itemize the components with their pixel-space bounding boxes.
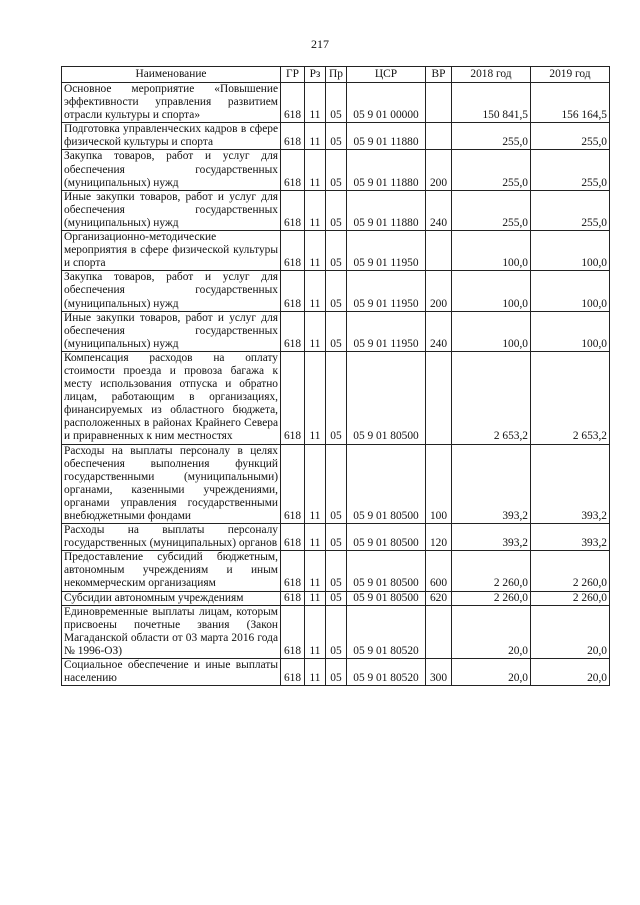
row-name: Закупка товаров, работ и услуг для обеспечения государственных (муниципальных) нужд	[62, 271, 281, 311]
row-amount-2018: 100,0	[452, 231, 531, 271]
row-gr: 618	[281, 524, 305, 551]
row-vr: 600	[426, 551, 452, 591]
table-row	[62, 231, 610, 271]
row-csr: 05 9 01 80520	[347, 605, 426, 658]
table-row	[62, 150, 610, 190]
row-amount-2018: 20,0	[452, 659, 531, 686]
row-pr: 05	[326, 123, 347, 150]
table-row	[62, 271, 610, 311]
row-vr: 120	[426, 524, 452, 551]
row-amount-2018: 2 260,0	[452, 591, 531, 605]
page-number: 217	[311, 37, 329, 51]
row-pr: 05	[326, 659, 347, 686]
row-gr: 618	[281, 605, 305, 658]
row-amount-2019: 2 260,0	[531, 551, 610, 591]
table-body	[62, 83, 610, 686]
row-gr: 618	[281, 271, 305, 311]
header-vr: ВР	[426, 67, 452, 83]
row-name: Компенсация расходов на оплату стоимости проезда и провоза багажа к месту использования отпуска и обратно лицам, работающим в организациях, финансируемых из областного бюджета, расположенных в районах Крайнего Севера и приравненных к ним местностях	[62, 351, 281, 444]
header-2018: 2018 год	[452, 67, 531, 83]
table-header-row	[62, 67, 610, 83]
header-gr: ГР	[281, 67, 305, 83]
header-csr: ЦСР	[347, 67, 426, 83]
row-vr: 620	[426, 591, 452, 605]
row-amount-2019: 100,0	[531, 271, 610, 311]
row-amount-2019: 393,2	[531, 524, 610, 551]
row-csr: 05 9 01 11880	[347, 190, 426, 230]
row-name: Предоставление субсидий бюджетным, автономным учреждениям и иным некоммерческим организациям	[62, 551, 281, 591]
row-gr: 618	[281, 444, 305, 524]
row-name: Субсидии автономным учреждениям	[62, 591, 281, 605]
row-csr: 05 9 01 80520	[347, 659, 426, 686]
table-row	[62, 524, 610, 551]
row-gr: 618	[281, 231, 305, 271]
row-pr: 05	[326, 524, 347, 551]
row-name: Иные закупки товаров, работ и услуг для обеспечения государственных (муниципальных) нужд	[62, 311, 281, 351]
row-csr: 05 9 01 80500	[347, 444, 426, 524]
row-name: Основное мероприятие «Повышение эффективности управления развитием отрасли культуры и спорта»	[62, 83, 281, 123]
table-row	[62, 311, 610, 351]
row-name: Единовременные выплаты лицам, которым присвоены почетные звания (Закон Магаданской области от 03 марта 2016 года № 1996-ОЗ)	[62, 605, 281, 658]
row-pr: 05	[326, 311, 347, 351]
row-pr: 05	[326, 605, 347, 658]
row-vr: 240	[426, 311, 452, 351]
table-row	[62, 444, 610, 524]
row-vr	[426, 83, 452, 123]
row-amount-2018: 2 260,0	[452, 551, 531, 591]
header-name: Наименование	[62, 67, 281, 83]
table-row	[62, 605, 610, 658]
row-amount-2018: 20,0	[452, 605, 531, 658]
row-name: Расходы на выплаты персоналу государственных (муниципальных) органов	[62, 524, 281, 551]
row-rz: 11	[305, 190, 326, 230]
row-amount-2018: 393,2	[452, 524, 531, 551]
row-amount-2019: 255,0	[531, 150, 610, 190]
table-row	[62, 659, 610, 686]
row-amount-2018: 255,0	[452, 123, 531, 150]
row-vr	[426, 351, 452, 444]
row-amount-2019: 100,0	[531, 231, 610, 271]
row-pr: 05	[326, 271, 347, 311]
row-pr: 05	[326, 83, 347, 123]
row-rz: 11	[305, 83, 326, 123]
row-pr: 05	[326, 591, 347, 605]
row-csr: 05 9 01 00000	[347, 83, 426, 123]
row-gr: 618	[281, 659, 305, 686]
row-amount-2019: 20,0	[531, 605, 610, 658]
row-name: Закупка товаров, работ и услуг для обеспечения государственных (муниципальных) нужд	[62, 150, 281, 190]
row-csr: 05 9 01 80500	[347, 551, 426, 591]
row-name: Социальное обеспечение и иные выплаты населению	[62, 659, 281, 686]
row-amount-2019: 2 260,0	[531, 591, 610, 605]
row-amount-2018: 2 653,2	[452, 351, 531, 444]
row-vr: 200	[426, 271, 452, 311]
row-amount-2018: 255,0	[452, 190, 531, 230]
row-name: Подготовка управленческих кадров в сфере физической культуры и спорта	[62, 123, 281, 150]
row-rz: 11	[305, 311, 326, 351]
table-row	[62, 123, 610, 150]
row-name: Расходы на выплаты персоналу в целях обеспечения выполнения функций государственными (муниципальными) органами, казенными учреждениями, органами управления государственными внебюджетными фондами	[62, 444, 281, 524]
row-amount-2019: 255,0	[531, 190, 610, 230]
row-amount-2019: 100,0	[531, 311, 610, 351]
row-rz: 11	[305, 271, 326, 311]
row-rz: 11	[305, 551, 326, 591]
row-amount-2019: 20,0	[531, 659, 610, 686]
row-csr: 05 9 01 11950	[347, 231, 426, 271]
row-amount-2018: 100,0	[452, 311, 531, 351]
row-rz: 11	[305, 231, 326, 271]
row-amount-2018: 150 841,5	[452, 83, 531, 123]
row-gr: 618	[281, 351, 305, 444]
budget-table	[61, 66, 610, 686]
row-vr	[426, 231, 452, 271]
row-csr: 05 9 01 80500	[347, 351, 426, 444]
row-pr: 05	[326, 150, 347, 190]
row-amount-2019: 2 653,2	[531, 351, 610, 444]
row-gr: 618	[281, 150, 305, 190]
header-pr: Пр	[326, 67, 347, 83]
row-amount-2018: 393,2	[452, 444, 531, 524]
row-pr: 05	[326, 190, 347, 230]
row-vr	[426, 605, 452, 658]
row-csr: 05 9 01 11880	[347, 123, 426, 150]
row-gr: 618	[281, 591, 305, 605]
row-csr: 05 9 01 11880	[347, 150, 426, 190]
header-2019: 2019 год	[531, 67, 610, 83]
row-amount-2019: 393,2	[531, 444, 610, 524]
row-gr: 618	[281, 311, 305, 351]
header-rz: Рз	[305, 67, 326, 83]
row-rz: 11	[305, 123, 326, 150]
table-row	[62, 190, 610, 230]
row-gr: 618	[281, 83, 305, 123]
row-amount-2018: 100,0	[452, 271, 531, 311]
row-gr: 618	[281, 123, 305, 150]
row-csr: 05 9 01 80500	[347, 591, 426, 605]
row-rz: 11	[305, 150, 326, 190]
row-amount-2018: 255,0	[452, 150, 531, 190]
row-vr: 240	[426, 190, 452, 230]
row-vr: 100	[426, 444, 452, 524]
row-pr: 05	[326, 444, 347, 524]
row-rz: 11	[305, 444, 326, 524]
table-row	[62, 351, 610, 444]
row-rz: 11	[305, 524, 326, 551]
row-amount-2019: 156 164,5	[531, 83, 610, 123]
row-csr: 05 9 01 80500	[347, 524, 426, 551]
row-csr: 05 9 01 11950	[347, 311, 426, 351]
table-row	[62, 591, 610, 605]
table-row	[62, 83, 610, 123]
row-rz: 11	[305, 605, 326, 658]
table-row	[62, 551, 610, 591]
row-name: Иные закупки товаров, работ и услуг для обеспечения государственных (муниципальных) нужд	[62, 190, 281, 230]
row-gr: 618	[281, 190, 305, 230]
row-pr: 05	[326, 551, 347, 591]
row-pr: 05	[326, 231, 347, 271]
row-vr	[426, 123, 452, 150]
row-gr: 618	[281, 551, 305, 591]
row-name: Организационно-методические мероприятия в сфере физической культуры и спорта	[62, 231, 281, 271]
row-vr: 300	[426, 659, 452, 686]
row-pr: 05	[326, 351, 347, 444]
row-amount-2019: 255,0	[531, 123, 610, 150]
row-csr: 05 9 01 11950	[347, 271, 426, 311]
row-rz: 11	[305, 659, 326, 686]
row-rz: 11	[305, 351, 326, 444]
row-rz: 11	[305, 591, 326, 605]
row-vr: 200	[426, 150, 452, 190]
